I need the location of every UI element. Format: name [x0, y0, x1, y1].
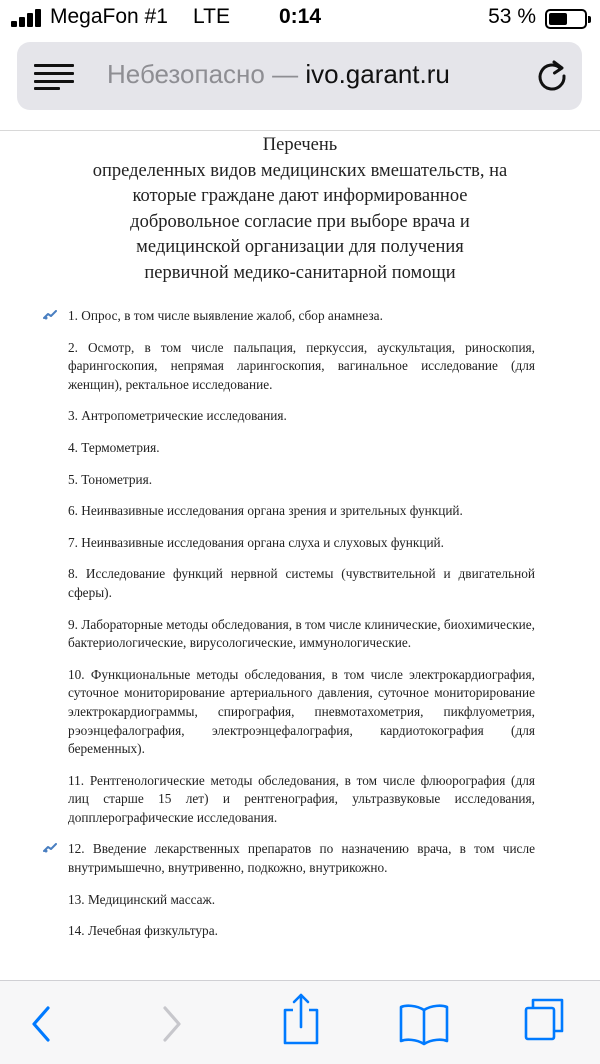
list-item	[68, 891, 535, 910]
list-item-text: 3. Антропометрические исследования.	[68, 408, 287, 424]
bottom-toolbar	[0, 980, 600, 1064]
list-item	[68, 407, 535, 426]
status-time: 0:14	[278, 5, 322, 28]
tabs-icon[interactable]	[520, 981, 570, 1064]
list-item-text: 8. Исследование функций нервной системы (чувствительной и двигательной сферы).	[68, 566, 535, 600]
title-line: Перечень	[262, 135, 338, 155]
url-domain: ivo.garant.ru	[305, 59, 450, 89]
network-type: LTE	[193, 5, 230, 28]
battery-level-fill	[549, 13, 567, 25]
bookmarks-icon[interactable]	[396, 981, 452, 1064]
title-line: первичной медико-санитарной помощи	[144, 262, 456, 283]
address-bar[interactable]	[17, 42, 582, 110]
list-item	[68, 339, 535, 395]
document-title	[40, 133, 560, 286]
list-item	[68, 439, 535, 458]
item-list	[68, 307, 535, 954]
list-item	[68, 772, 535, 828]
list-item-text: 2. Осмотр, в том числе пальпация, перкуссия, аускультация, риноскопия, фарингоскопия, непрямая ларингоскопия, вагинальное исследование (для женщин), ректальное исследование.	[68, 339, 535, 392]
list-item-text: 11. Рентгенологические методы обследования, в том числе флюорография (для лиц старше 15 лет) и рентгенография, ультразвуковые исследования, допплерографические исследования.	[68, 772, 535, 825]
battery-icon	[545, 9, 587, 29]
address-bar-divider	[0, 130, 600, 131]
title-line: добровольное согласие при выборе врача и	[130, 211, 470, 232]
list-item-text: 1. Опрос, в том числе выявление жалоб, сбор анамнеза.	[68, 308, 383, 323]
list-item	[68, 565, 535, 602]
list-item	[68, 534, 535, 553]
reader-icon[interactable]	[34, 64, 74, 90]
carrier-name: MegaFon #1	[50, 5, 168, 28]
url-field[interactable]	[107, 59, 509, 90]
list-item-text: 14. Лечебная физкультура.	[68, 923, 218, 939]
list-item-text: 6. Неинвазивные исследования органа зрения и зрительных функций.	[68, 503, 463, 519]
list-item	[68, 502, 535, 521]
list-item	[68, 922, 535, 941]
reload-icon[interactable]	[535, 59, 569, 93]
insecure-label: Небезопасно —	[107, 59, 299, 89]
list-item	[68, 616, 535, 653]
list-item-text: 5. Тонометрия.	[68, 471, 153, 487]
title-line: которые граждане дают информированное	[132, 186, 468, 206]
list-item	[68, 471, 535, 490]
comment-marker-icon[interactable]	[43, 310, 57, 320]
list-item-text: 12. Введение лекарственных препаратов по назначению врача, в том числе внутримышечно, внутривенно, подкожно, внутрикожно.	[68, 841, 535, 876]
list-item-text: 4. Термометрия.	[68, 439, 160, 455]
forward-icon[interactable]	[150, 981, 190, 1064]
title-line: медицинской организации для получения	[136, 237, 464, 257]
title-line: определенных видов медицинских вмешательств, на	[92, 160, 508, 181]
comment-marker-icon[interactable]	[43, 843, 57, 853]
battery-percent: 53 %	[488, 5, 536, 28]
list-item	[68, 666, 535, 759]
list-item-text: 7. Неинвазивные исследования органа слуха и слуховых функций.	[68, 534, 444, 550]
back-icon[interactable]	[22, 981, 62, 1064]
list-item	[68, 307, 535, 326]
list-item-text: 9. Лабораторные методы обследования, в том числе клинические, биохимические, бактериологические, вирусологические, иммунологические.	[68, 616, 535, 651]
list-item-text: 10. Функциональные методы обследования, в том числе электрокардиография, суточное мониторирование артериального давления, суточное мониторирование электрокардиограммы, спирография, пневмотахометрия, пикфлуометрия, рэоэнцефалография, электроэнцефалография, кардиотокография (для беременных).	[68, 666, 535, 757]
list-item-text: 13. Медицинский массаж.	[68, 891, 216, 907]
list-item	[68, 840, 535, 877]
share-icon[interactable]	[276, 981, 326, 1064]
status-bar	[0, 0, 600, 38]
